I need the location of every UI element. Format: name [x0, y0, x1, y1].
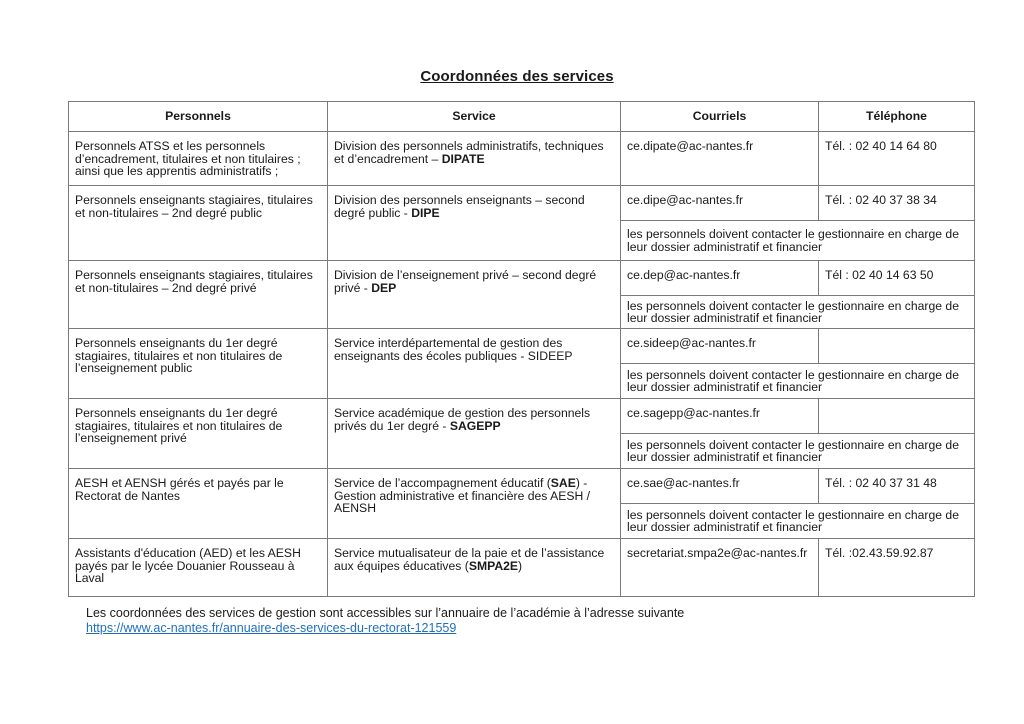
cell-contact-note: les personnels doivent contacter le gestionnaire en charge de leur dossier administratif et financier: [621, 434, 975, 469]
table-row: [69, 329, 975, 364]
service-code: DIPE: [411, 205, 440, 220]
cell-service: [328, 539, 621, 597]
cell-telephone: Tél. : 02 40 37 31 48: [819, 469, 975, 504]
service-code: SAGEPP: [449, 418, 501, 433]
service-name: Service mutualisateur de la paie et de l’assistance aux équipes éducatives (: [334, 546, 605, 573]
cell-email[interactable]: ce.sagepp@ac-nantes.fr: [621, 399, 819, 434]
cell-personnels: Personnels enseignants du 1er degré stagiaires, titulaires et non titulaires de l’enseignement public: [69, 329, 328, 399]
cell-personnels: Assistants d'éducation (AED) et les AESH payés par le lycée Douanier Rousseau à Laval: [69, 539, 328, 597]
cell-email[interactable]: ce.sideep@ac-nantes.fr: [621, 329, 819, 364]
table-row: [69, 261, 975, 296]
service-suffix: ) - Gestion administrative et financière des AESH / AENSH: [334, 476, 591, 515]
table-header-row: [69, 102, 975, 132]
header-service: Service: [328, 102, 621, 132]
cell-telephone: Tél. :02.43.59.92.87: [819, 539, 975, 597]
cell-email[interactable]: ce.dipate@ac-nantes.fr: [621, 132, 819, 186]
cell-personnels: AESH et AENSH gérés et payés par le Rectorat de Nantes: [69, 469, 328, 539]
cell-personnels: Personnels enseignants stagiaires, titulaires et non-titulaires – 2nd degré privé: [69, 261, 328, 329]
service-name: Division des personnels enseignants – second degré public -: [334, 193, 585, 220]
service-code: DIPATE: [441, 151, 485, 166]
footer-note: [86, 606, 684, 636]
service-code: SAE: [550, 476, 576, 490]
cell-telephone: Tél : 02 40 14 63 50: [819, 261, 975, 296]
cell-telephone: [819, 399, 975, 434]
cell-personnels: Personnels enseignants stagiaires, titulaires et non-titulaires – 2nd degré public: [69, 186, 328, 261]
cell-personnels: Personnels ATSS et les personnels d’encadrement, titulaires et non titulaires ; ainsi que les apprentis administratifs ;: [69, 132, 328, 186]
cell-telephone: Tél. : 02 40 37 38 34: [819, 186, 975, 221]
cell-email[interactable]: ce.sae@ac-nantes.fr: [621, 469, 819, 504]
service-code: DEP: [371, 280, 397, 295]
services-table: [68, 101, 975, 597]
footer-text: Les coordonnées des services de gestion sont accessibles sur l’annuaire de l’académie à l’adresse suivante: [86, 606, 685, 620]
cell-service: [328, 186, 621, 261]
cell-service: [328, 329, 621, 399]
header-personnels: Personnels: [69, 102, 328, 132]
header-courriels: Courriels: [621, 102, 819, 132]
cell-telephone: [819, 329, 975, 364]
service-name: Division des personnels administratifs, techniques et d’encadrement –: [334, 139, 604, 166]
page-title: Coordonnées des services: [420, 68, 614, 85]
service-name: Division de l’enseignement privé – second degré privé -: [334, 268, 597, 295]
cell-contact-note: les personnels doivent contacter le gestionnaire en charge de leur dossier administratif et financier: [621, 504, 975, 539]
service-code: SMPA2E: [468, 558, 519, 573]
cell-email[interactable]: ce.dipe@ac-nantes.fr: [621, 186, 819, 221]
service-name: Service interdépartemental de gestion des enseignants des écoles publiques - SIDEEP: [334, 336, 573, 363]
table-row: [69, 186, 975, 221]
cell-service: [328, 469, 621, 539]
cell-contact-note: les personnels doivent contacter le gestionnaire en charge de leur dossier administratif et financier: [621, 296, 975, 329]
cell-contact-note: les personnels doivent contacter le gestionnaire en charge de leur dossier administratif et financier: [621, 221, 975, 261]
table-row: [69, 399, 975, 434]
table-row: [69, 132, 975, 186]
service-suffix: ): [518, 558, 523, 573]
cell-telephone: Tél. : 02 40 14 64 80: [819, 132, 975, 186]
cell-personnels: Personnels enseignants du 1er degré stagiaires, titulaires et non titulaires de l’enseignement privé: [69, 399, 328, 469]
table-row: [69, 539, 975, 597]
service-name: Service académique de gestion des personnels privés du 1er degré -: [334, 406, 591, 433]
header-telephone: Téléphone: [819, 102, 975, 132]
cell-service: [328, 132, 621, 186]
service-name: Service de l’accompagnement éducatif (: [334, 476, 551, 490]
cell-service: [328, 399, 621, 469]
cell-email[interactable]: secretariat.smpa2e@ac-nantes.fr: [621, 539, 819, 597]
annuaire-link[interactable]: https://www.ac-nantes.fr/annuaire-des-services-du-rectorat-121559: [86, 621, 457, 635]
cell-contact-note: les personnels doivent contacter le gestionnaire en charge de leur dossier administratif et financier: [621, 364, 975, 399]
cell-email[interactable]: ce.dep@ac-nantes.fr: [621, 261, 819, 296]
cell-service: [328, 261, 621, 329]
table-row: [69, 469, 975, 504]
